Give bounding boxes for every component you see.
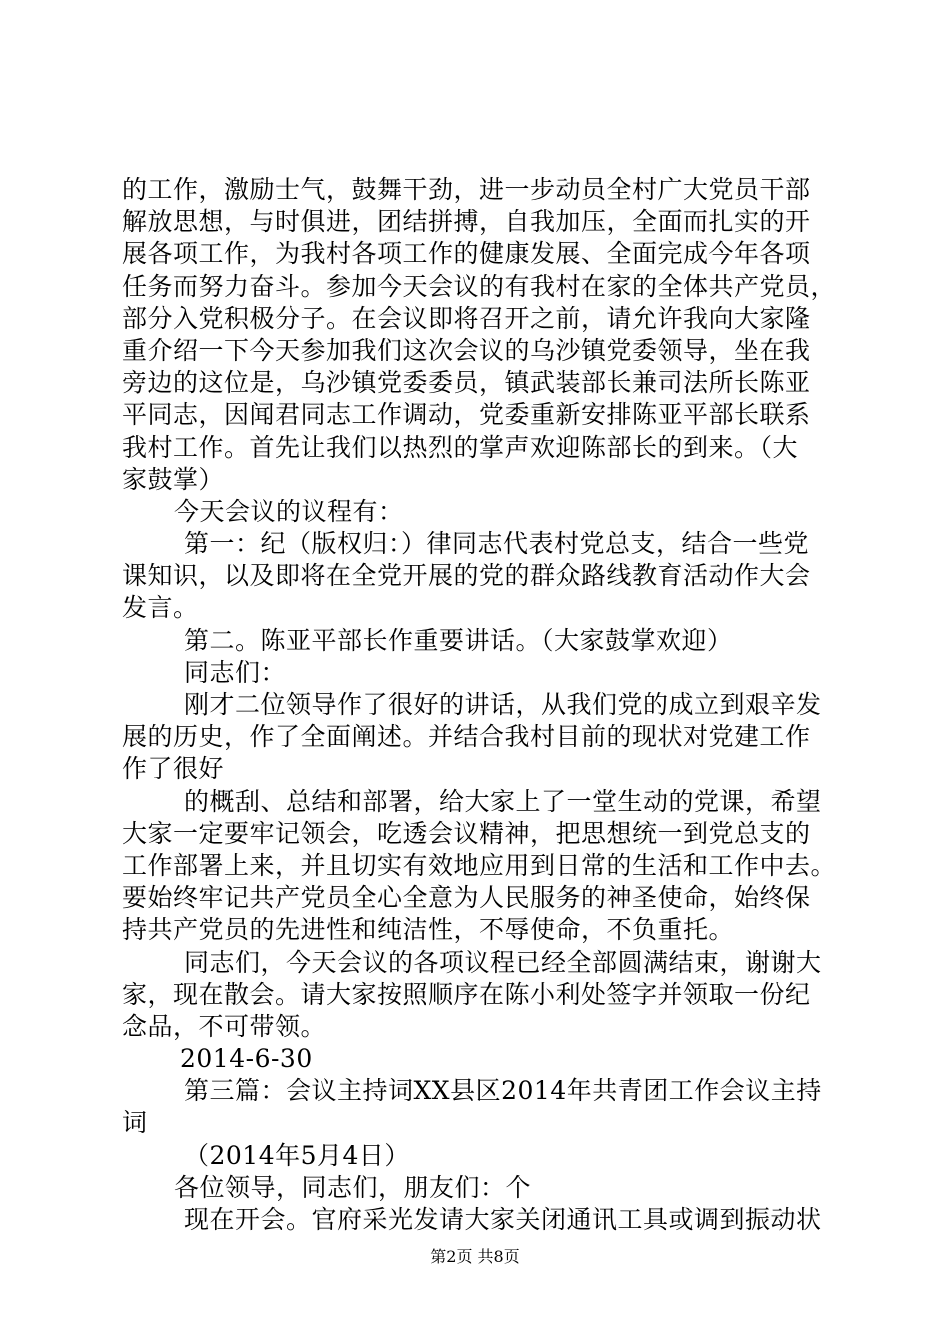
agenda-heading: 今天会议的议程有： — [174, 496, 404, 526]
agenda-item-1: 第一：纪（版权归：）律同志代表村党总支，结合一些党 — [184, 529, 810, 559]
salutation: 各位领导，同志们，朋友们：个 — [174, 1172, 532, 1202]
text-line: 展各项工作，为我村各项工作的健康发展、全面完成今年各项 — [122, 239, 811, 269]
text-line: 解放思想，与时俱进，团结拼搏，自我加压，全面而扎实的开 — [122, 207, 811, 237]
text-line: 旁边的这位是，乌沙镇党委委员，镇武装部长兼司法所长陈亚 — [122, 368, 811, 398]
text-line: 同志们，今天会议的各项议程已经全部圆满结束，谢谢大 — [184, 947, 822, 977]
agenda-item-2: 第二。陈亚平部长作重要讲话。（大家鼓掌欢迎） — [184, 625, 733, 655]
text-line: 作了很好 — [122, 754, 225, 784]
document-date: 2014-6-30 — [180, 1044, 313, 1074]
text-line: 工作部署上来，并且切实有效地应用到日常的生活和工作中去。 — [122, 850, 837, 880]
text-line: 平同志，因闻君同志工作调动，党委重新安排陈亚平部长联系 — [122, 400, 811, 430]
text-line: 重介绍一下今天参加我们这次会议的乌沙镇党委领导，坐在我 — [122, 335, 811, 365]
text-line: 发言。 — [122, 593, 199, 623]
text-line: 持共产党员的先进性和纯洁性，不辱使命，不负重托。 — [122, 915, 735, 945]
text-line: 现在开会。官府采光发请大家关闭通讯工具或调到振动状 — [184, 1205, 822, 1234]
text-line: 我村工作。首先让我们以热烈的掌声欢迎陈部长的到来。（大 — [122, 432, 799, 462]
text-line: 刚才二位领导作了很好的讲话，从我们党的成立到艰辛发 — [184, 690, 822, 719]
text-line: 念品，不可带领。 — [122, 1011, 327, 1041]
text-line: 的工作，激励士气，鼓舞干劲，进一步动员全村广大党员干部 — [122, 175, 811, 204]
text-line: 任务而努力奋斗。参加今天会议的有我村在家的全体共产党员， — [122, 271, 837, 301]
text-line: 展的历史，作了全面阐述。并结合我村目前的现状对党建工作 — [122, 722, 811, 752]
page-footer: 第2页 共8页 — [430, 1247, 520, 1266]
text-line: 部分入党积极分子。在会议即将召开之前，请允许我向大家隆 — [122, 303, 811, 333]
text-line: 要始终牢记共产党员全心全意为人民服务的神圣使命，始终保 — [122, 883, 811, 913]
section-heading: 第三篇：会议主持词XX县区2014年共青团工作会议主持 — [184, 1076, 822, 1106]
text-line: 的概刮、总结和部署，给大家上了一堂生动的党课，希望 — [184, 786, 822, 816]
section-heading-continuation: 词 — [122, 1108, 148, 1138]
section-date: （2014年5月4日） — [184, 1140, 410, 1170]
salutation: 同志们： — [184, 657, 287, 687]
text-line: 课知识，以及即将在全党开展的党的群众路线教育活动作大会 — [122, 561, 811, 591]
text-line: 大家一定要牢记领会，吃透会议精神，把思想统一到党总支的 — [122, 818, 811, 848]
text-line: 家，现在散会。请大家按照顺序在陈小利处签字并领取一份纪 — [122, 979, 811, 1009]
document-body — [122, 174, 842, 1236]
text-line: 家鼓掌） — [122, 464, 225, 494]
